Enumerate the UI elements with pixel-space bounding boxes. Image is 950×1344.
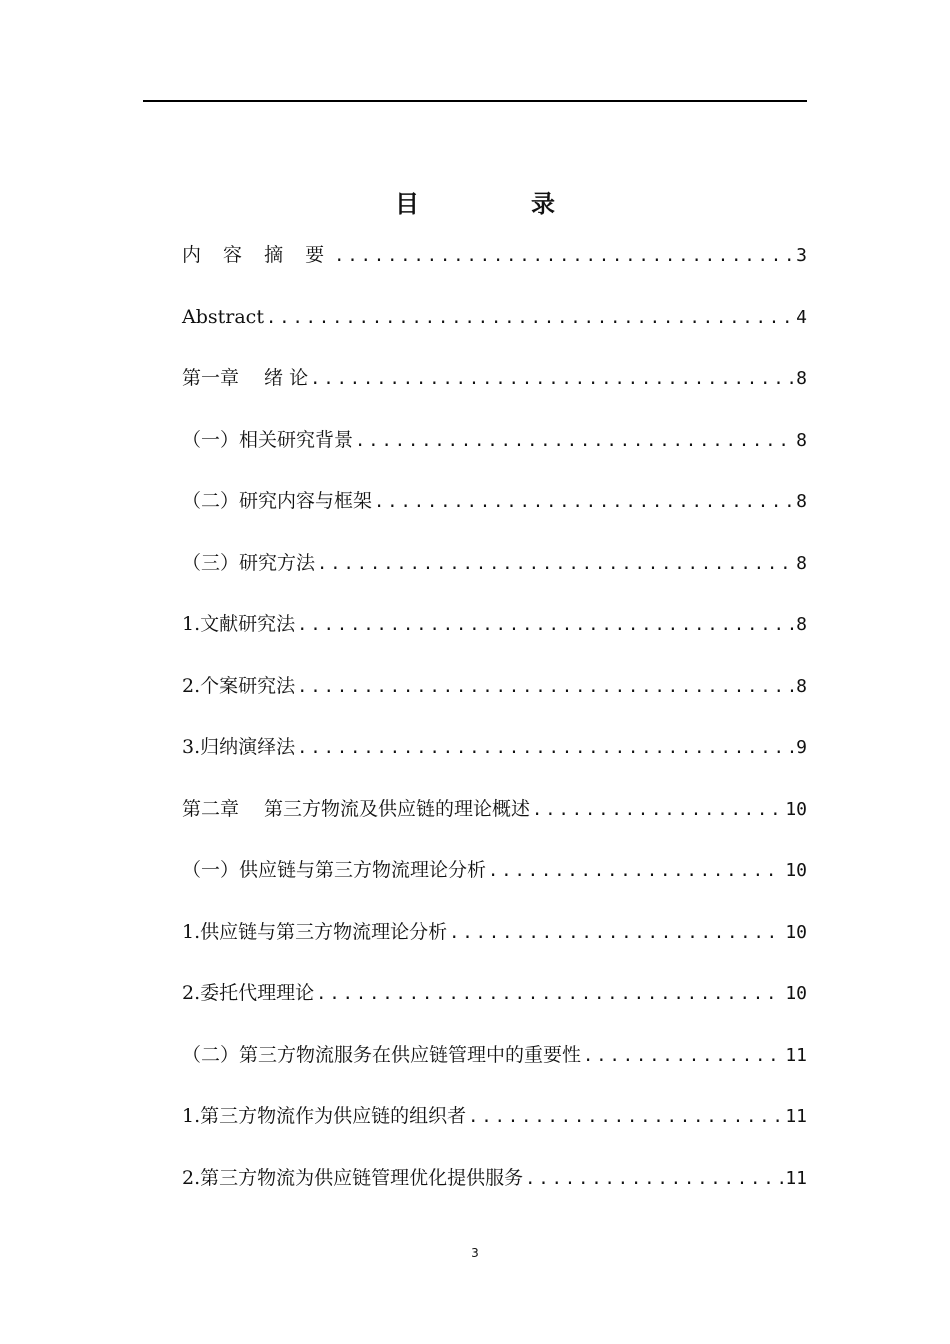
toc-entry-label: 2.委托代理理论 [182,982,315,1004]
toc-entry-label: 第一章 绪 论 [182,367,309,389]
toc-leader-dots [488,854,783,888]
toc-entry-label: Abstract [182,305,264,328]
toc-entry-page: 8 [796,491,807,512]
toc-entry[interactable] [182,484,807,546]
toc-entry[interactable] [182,730,807,792]
toc-leader-dots [310,362,794,396]
toc-entry[interactable] [182,1161,807,1223]
toc-entry-label: 1.文献研究法 [182,613,296,635]
toc-leader-dots [468,1100,783,1134]
toc-entry-page: 8 [796,429,807,451]
toc-leader-dots [525,1162,783,1196]
toc-entry-page: 10 [785,798,807,820]
toc-entry[interactable] [182,976,807,1038]
toc-entry-label: 1.第三方物流作为供应链的组织者 [182,1105,467,1127]
toc-entry-page: 4 [796,306,807,328]
toc-entry-page: 3 [796,245,807,266]
toc-entry-label: （一）供应链与第三方物流理论分析 [182,859,487,881]
toc-leader-dots [316,977,783,1011]
toc-title: 目 录 [395,190,599,218]
toc-entry[interactable] [182,546,807,608]
toc-entry-label: 2.第三方物流为供应链管理优化提供服务 [182,1166,524,1189]
toc-entry[interactable] [182,361,807,423]
page-number: 3 [471,1246,479,1260]
toc-entry-page: 8 [796,614,807,635]
toc-entry-page: 10 [785,983,807,1004]
toc-leader-dots [532,793,783,827]
toc-entry-page: 11 [785,1106,807,1127]
table-of-contents [182,238,807,1222]
toc-entry[interactable] [182,423,807,485]
toc-leader-dots [317,547,794,581]
header-rule [143,100,807,102]
toc-entry-page: 8 [796,675,807,697]
toc-entry[interactable] [182,1099,807,1161]
toc-entry[interactable] [182,1038,807,1100]
toc-entry[interactable] [182,300,807,362]
toc-leader-dots [297,670,794,704]
toc-entry-page: 9 [796,737,807,758]
toc-entry-label: 第二章 第三方物流及供应链的理论概述 [182,797,531,820]
toc-leader-dots [355,424,794,458]
toc-entry-label: 2.个案研究法 [182,674,296,697]
toc-entry-page: 11 [785,1167,807,1189]
toc-entry-label: （二）第三方物流服务在供应链管理中的重要性 [182,1043,582,1066]
toc-entry-label: 1.供应链与第三方物流理论分析 [182,920,448,943]
toc-leader-dots [297,608,794,642]
toc-entry[interactable] [182,669,807,731]
toc-entry[interactable] [182,607,807,669]
toc-leader-dots [297,731,794,765]
toc-entry-page: 10 [785,860,807,881]
toc-leader-dots [266,301,794,335]
toc-entry[interactable] [182,238,807,300]
toc-entry[interactable] [182,915,807,977]
toc-entry-label: （二）研究内容与框架 [182,490,373,512]
toc-leader-dots [449,916,783,950]
toc-leader-dots [374,485,794,519]
toc-entry-page: 8 [796,368,807,389]
toc-entry-label: 3.归纳演绎法 [182,736,296,758]
toc-entry[interactable] [182,792,807,854]
toc-entry-page: 8 [796,552,807,574]
toc-entry-page: 11 [785,1044,807,1066]
toc-entry-page: 10 [785,921,807,943]
toc-leader-dots [583,1039,783,1073]
toc-entry[interactable] [182,853,807,915]
toc-entry-label: （三）研究方法 [182,551,316,574]
toc-entry-label: （一）相关研究背景 [182,428,354,451]
toc-leader-dots [334,239,794,273]
toc-entry-label: 内 容 摘 要 [182,244,333,266]
